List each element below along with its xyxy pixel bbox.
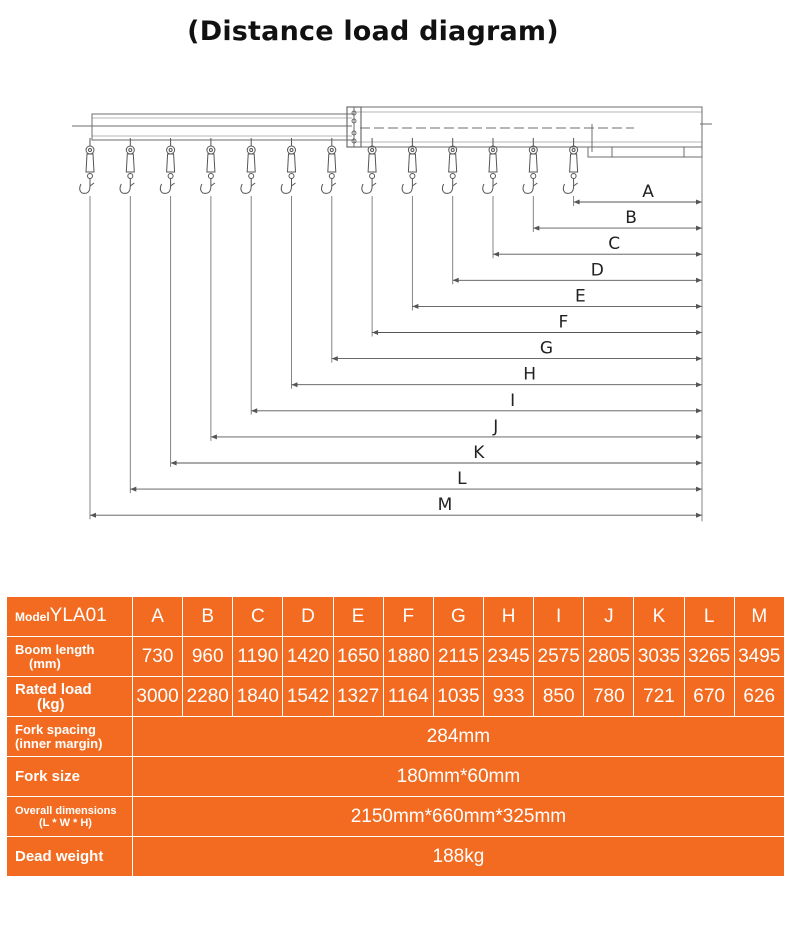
hook-icon — [322, 138, 336, 193]
dimension-label: J — [493, 416, 499, 437]
hook-icon — [402, 138, 416, 193]
column-header: K — [634, 597, 684, 637]
arrowhead — [696, 513, 702, 518]
page-title: (Distance load diagram) — [187, 16, 559, 47]
fork-spacing-label-line2: (inner margin) — [15, 735, 103, 751]
column-header: D — [283, 597, 333, 637]
hook-icon — [362, 138, 376, 193]
arrowhead — [372, 330, 378, 335]
model-value: YLA01 — [49, 605, 107, 626]
column-header: A — [133, 597, 183, 637]
dead-weight-row — [7, 837, 785, 877]
rated-load-cell: 3000 — [133, 677, 183, 717]
boom-outer-section — [354, 107, 702, 147]
hook-icon — [201, 138, 215, 193]
column-header: F — [383, 597, 433, 637]
hook-icon — [120, 138, 134, 193]
fork-pocket — [588, 147, 702, 157]
arrowhead — [696, 330, 702, 335]
overall-dimensions-label — [7, 797, 133, 837]
fork-size-row — [7, 757, 785, 797]
rated-load-cell: 1164 — [383, 677, 433, 717]
overall-dimensions-label-line2: (L * W * H) — [39, 816, 92, 829]
boom-length-cell: 3495 — [734, 637, 784, 677]
hook-icon — [442, 138, 456, 193]
column-header: E — [333, 597, 383, 637]
hook-icon — [281, 138, 295, 193]
dimension-label: L — [457, 469, 467, 490]
rated-load-cell: 850 — [534, 677, 584, 717]
dead-weight-value: 188kg — [133, 837, 785, 877]
rated-load-label-line1: Rated load — [15, 680, 92, 698]
arrowhead — [696, 304, 702, 309]
dimension-label: M — [437, 495, 453, 516]
boom-length-cell: 3265 — [684, 637, 734, 677]
hook-icon — [483, 138, 497, 193]
boom-length-cell: 2575 — [534, 637, 584, 677]
rated-load-cell: 626 — [734, 677, 784, 717]
hook-icon — [241, 138, 255, 193]
dimension-label: A — [642, 182, 654, 202]
hooks-layer — [80, 138, 578, 193]
arrowhead — [251, 408, 257, 413]
fork-size-label: Fork size — [7, 757, 133, 797]
arrowhead — [696, 382, 702, 387]
dimension-label: E — [574, 286, 586, 307]
dimension-label: B — [625, 208, 637, 229]
hook-icon — [160, 138, 174, 193]
arrowhead — [533, 226, 539, 231]
boom-length-cell: 2345 — [483, 637, 533, 677]
arrowhead — [493, 252, 499, 257]
overall-dimensions-row — [7, 797, 785, 837]
rated-load-label-line2: (kg) — [37, 695, 65, 713]
column-header: C — [233, 597, 283, 637]
boom-length-label-line1: Boom length — [15, 641, 95, 657]
rated-load-label — [7, 677, 133, 717]
boom-length-cell: 960 — [183, 637, 233, 677]
hook-icon — [563, 138, 577, 193]
dimension-lines-layer — [90, 150, 702, 521]
hook-icon — [523, 138, 537, 193]
dimension-label: H — [523, 364, 536, 385]
rated-load-cell: 2280 — [183, 677, 233, 717]
column-header: L — [684, 597, 734, 637]
boom-length-cell: 3035 — [634, 637, 684, 677]
boom-length-row — [7, 637, 785, 677]
arrowhead — [453, 278, 459, 283]
arrowhead — [696, 461, 702, 466]
column-header: G — [433, 597, 483, 637]
overall-dimensions-value: 2150mm*660mm*325mm — [133, 797, 785, 837]
rated-load-cell: 1542 — [283, 677, 333, 717]
model-cell — [7, 597, 133, 637]
column-header: B — [183, 597, 233, 637]
boom-length-cell: 730 — [133, 637, 183, 677]
arrowhead — [696, 200, 702, 205]
rated-load-row — [7, 677, 785, 717]
boom-length-label — [7, 637, 133, 677]
rated-load-cell: 670 — [684, 677, 734, 717]
arrowhead — [171, 461, 177, 466]
fork-spacing-label-line1: Fork spacing — [15, 721, 96, 737]
arrowhead — [696, 226, 702, 231]
rated-load-cell: 721 — [634, 677, 684, 717]
arrowhead — [696, 278, 702, 283]
boom-length-cell: 2115 — [433, 637, 483, 677]
dimension-label: G — [539, 338, 554, 359]
fork-spacing-value: 284mm — [133, 717, 785, 757]
dimension-label: I — [510, 390, 516, 411]
spec-table — [6, 596, 785, 877]
arrowhead — [696, 356, 702, 361]
model-label: Model — [15, 610, 50, 624]
dimension-label: K — [473, 443, 485, 463]
column-header: J — [584, 597, 634, 637]
arrowhead — [696, 252, 702, 257]
rated-load-cell: 1840 — [233, 677, 283, 717]
arrowhead — [332, 356, 338, 361]
rated-load-cell: 1035 — [433, 677, 483, 717]
arrowhead — [696, 408, 702, 413]
fork-size-value: 180mm*60mm — [133, 757, 785, 797]
table-header-row — [7, 597, 785, 637]
arrowhead — [696, 434, 702, 439]
arrowhead — [574, 200, 580, 205]
arrowhead — [696, 487, 702, 492]
rated-load-cell: 1327 — [333, 677, 383, 717]
fork-spacing-row — [7, 717, 785, 757]
rated-load-cell: 933 — [483, 677, 533, 717]
dimension-label: F — [558, 312, 569, 333]
rated-load-cell: 780 — [584, 677, 634, 717]
dimension-label: D — [590, 260, 604, 281]
fork-spacing-label — [7, 717, 133, 757]
arrowhead — [211, 434, 217, 439]
arrowhead — [412, 304, 418, 309]
dimension-label: C — [608, 234, 621, 255]
column-header: H — [483, 597, 533, 637]
column-header: I — [534, 597, 584, 637]
column-header: M — [734, 597, 784, 637]
hook-icon — [80, 138, 94, 193]
arrowhead — [292, 382, 298, 387]
arrowhead — [90, 513, 96, 518]
boom-drawing — [72, 107, 712, 157]
boom-length-label-line2: (mm) — [29, 655, 61, 671]
boom-length-cell: 1190 — [233, 637, 283, 677]
boom-length-cell: 2805 — [584, 637, 634, 677]
boom-length-cell: 1880 — [383, 637, 433, 677]
boom-length-cell: 1420 — [283, 637, 333, 677]
dead-weight-label: Dead weight — [7, 837, 133, 877]
arrowhead — [130, 487, 136, 492]
boom-length-cell: 1650 — [333, 637, 383, 677]
overall-dimensions-label-line1: Overall dimensions — [15, 804, 117, 817]
